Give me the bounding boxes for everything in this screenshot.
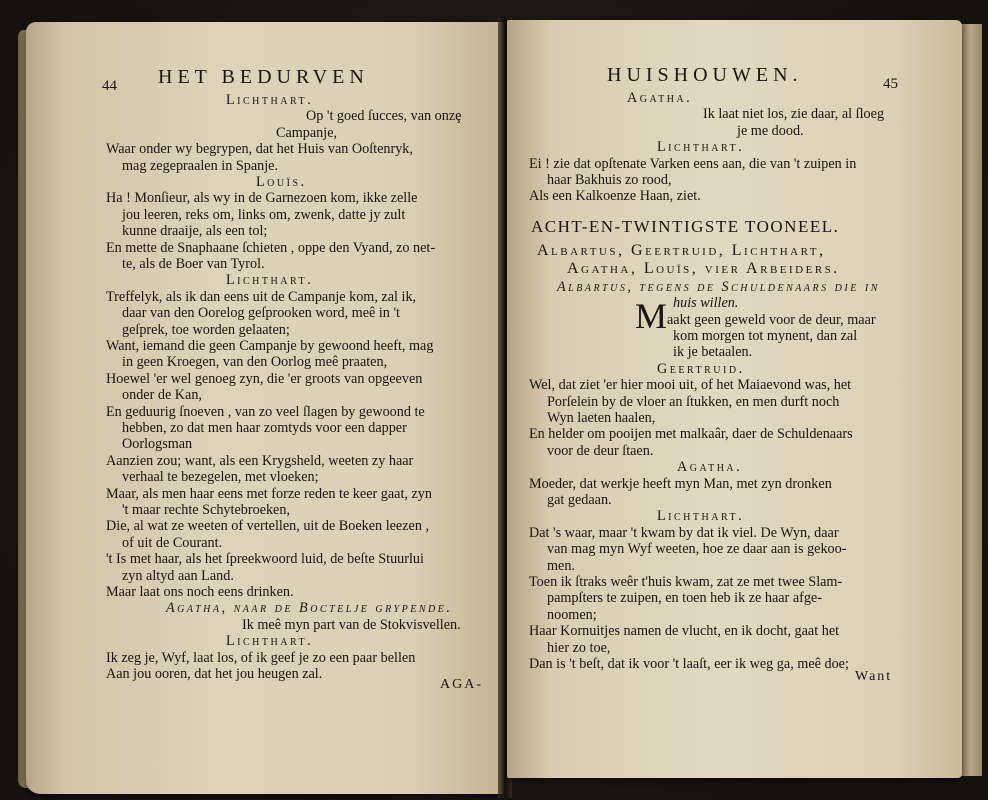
text-line: van mag myn Wyf weeten, hoe ze daar aan is gekoo- — [547, 541, 847, 558]
speaker-name: Lichthart. — [657, 508, 745, 525]
text-line: Ik zeg je, Wyf, laat los, of ik geef je zo een paar bellen — [106, 649, 416, 666]
catchword: AGA- — [440, 677, 483, 692]
text-line: En geduurig ſnoeven , van zo veel ſlagen by gewoond te — [106, 403, 425, 420]
scene-title: ACHT-EN-TWINTIGSTE TOONEEL. — [531, 216, 840, 236]
stage-direction: huis willen. — [673, 295, 739, 312]
text-line: Treffelyk, als ik dan eens uit de Campanje kom, zal ik, — [106, 288, 417, 305]
text-line: aakt geen geweld voor de deur, maar — [667, 311, 876, 328]
speaker-name: Lichthart. — [657, 139, 745, 156]
text-line: 't maar rechte Schytebroeken, — [122, 502, 290, 518]
text-line: voor de deur ſtaen. — [547, 442, 654, 459]
cast-list: Agatha, Louïs, vier Arbeiders. — [567, 259, 840, 277]
text-line: daar van den Oorelog geſprooken word, meê in 't — [122, 305, 400, 322]
text-line: geſprek, toe worden gelaaten; — [122, 321, 290, 338]
text-line: Dan is 't beſt, dat ik voor 't laaſt, eer ik weg ga, meê doe; — [529, 656, 849, 672]
text-line: in geen Kroegen, van den Oorlog meê praaten, — [122, 354, 388, 371]
text-line: Die, al wat ze weeten of vertellen, uit de Boeken leezen , — [106, 518, 430, 535]
speaker-name: Agatha. — [677, 459, 743, 476]
speaker-name: Agatha, naar de Boctelje grypende. — [166, 600, 453, 617]
text-line: En mette de Snaphaane ſchieten , oppe den Vyand, zo net- — [106, 239, 436, 256]
page-number: 44 — [102, 78, 117, 94]
text-line: Ik laat niet los, zie daar, al ſloeg — [703, 106, 885, 123]
text-line: pampſters te zuipen, en toen heb ik ze haar afge- — [547, 590, 822, 607]
text-line: hier zo toe, — [547, 639, 611, 656]
text-line: Ei ! zie dat opſtenate Varken eens aan, die van 't zuipen in — [529, 155, 857, 172]
text-line: Maar, als men haar eens met forze reden te keer gaat, zyn — [106, 485, 432, 502]
text-line: Campanje, — [276, 124, 338, 141]
text-line: hebben, zo dat men haar zomtyds voor een dapper — [122, 420, 407, 436]
text-line: jou leeren, reks om, links om, zwenk, datte jy zult — [122, 206, 406, 223]
text-line: En helder om pooijen met malkaâr, daer de Schuldenaars — [529, 426, 853, 443]
text-line: Toen ik ſtraks weêr t'huis kwam, zat ze met twee Slam- — [529, 574, 843, 590]
text-line: Haar Kornuitjes namen de vlucht, en ik docht, gaat het — [529, 623, 840, 640]
text-line: Als een Kalkoenze Haan, ziet. — [529, 188, 701, 205]
text-line: Moeder, dat werkje heeft myn Man, met zyn dronken — [529, 475, 832, 492]
drop-cap: M — [635, 296, 668, 337]
text-line: Ha ! Monſieur, als wy in de Garnezoen kom, ikke zelle — [106, 190, 418, 207]
text-line: men. — [547, 557, 575, 574]
text-line: ik je betaalen. — [673, 344, 753, 361]
text-line: mag zegepraalen in Spanje. — [122, 157, 278, 174]
speaker-name: Lichthart. — [226, 272, 314, 289]
text-line: Ik meê myn part van de Stokvisvellen. — [242, 616, 461, 633]
text-line: kom morgen tot mynent, dan zal — [673, 328, 858, 344]
speaker-name: Albartus, tegens de Schuldenaars die in — [557, 278, 880, 295]
speaker-name: Agatha. — [627, 90, 693, 106]
text-line: noomen; — [547, 606, 597, 623]
text-line: je me dood. — [737, 122, 804, 139]
text-line: verhaal te bezegelen, met vloeken; — [122, 469, 319, 486]
text-line: te, als de Boer van Tyrol. — [122, 256, 265, 272]
running-head: HET BEDURVEN — [158, 66, 369, 88]
text-line: 't Is met haar, als het ſpreekwoord luid, de beſte Stuurlui — [106, 551, 424, 568]
text-line: zyn altyd aan Land. — [122, 567, 234, 584]
text-line: Hoewel 'er wel genoeg zyn, die 'er groots van opgeeven — [106, 370, 423, 387]
right-page-edges — [960, 24, 982, 776]
text-line: haar Bakhuis zo rood, — [547, 172, 672, 188]
text-line: gat gedaan. — [547, 492, 612, 508]
text-line: Wel, dat ziet 'er hier mooi uit, of het Maiaevond was, het — [529, 377, 852, 394]
page-number: 45 — [883, 76, 898, 92]
text-line: Aanzien zou; want, als een Krygsheld, weeten zy haar — [106, 452, 414, 469]
text-line: of uit de Courant. — [122, 534, 223, 551]
text-line: Wyn laeten haalen, — [547, 410, 656, 426]
catchword: Want — [855, 669, 893, 684]
cast-list: Albartus, Geertruid, Lichthart, — [537, 241, 826, 259]
text-line: Want, iemand die geen Campanje by gewoond heeft, mag — [106, 338, 434, 354]
text-line: onder de Kan, — [122, 387, 202, 404]
running-head: HUISHOUWEN. — [607, 64, 803, 86]
speaker-name: Geertruid. — [657, 360, 745, 377]
text-line: Porſelein by de vloer an ſtukken, en men durft noch — [547, 393, 840, 410]
right-page — [507, 20, 962, 778]
speaker-name: Lichthart. — [226, 633, 314, 650]
text-line: Waar onder wy begrypen, dat het Huis van Ooſtenryk, — [106, 141, 413, 158]
left-page — [26, 22, 504, 794]
text-line: Oorlogsman — [122, 436, 193, 453]
text-line: Dat 's waar, maar 't kwam by dat ik viel. De Wyn, daar — [529, 524, 839, 541]
speaker-name: Louïs. — [256, 174, 307, 190]
text-line: Aan jou ooren, dat het jou heugen zal. — [106, 666, 323, 682]
text-line: Maar laat ons noch eens drinken. — [106, 584, 294, 600]
speaker-name: Lichthart. — [226, 92, 314, 108]
text-line: Op 't goed ſucces, van onzȩ — [306, 108, 462, 125]
text-line: kunne draaije, als een tol; — [122, 223, 268, 240]
